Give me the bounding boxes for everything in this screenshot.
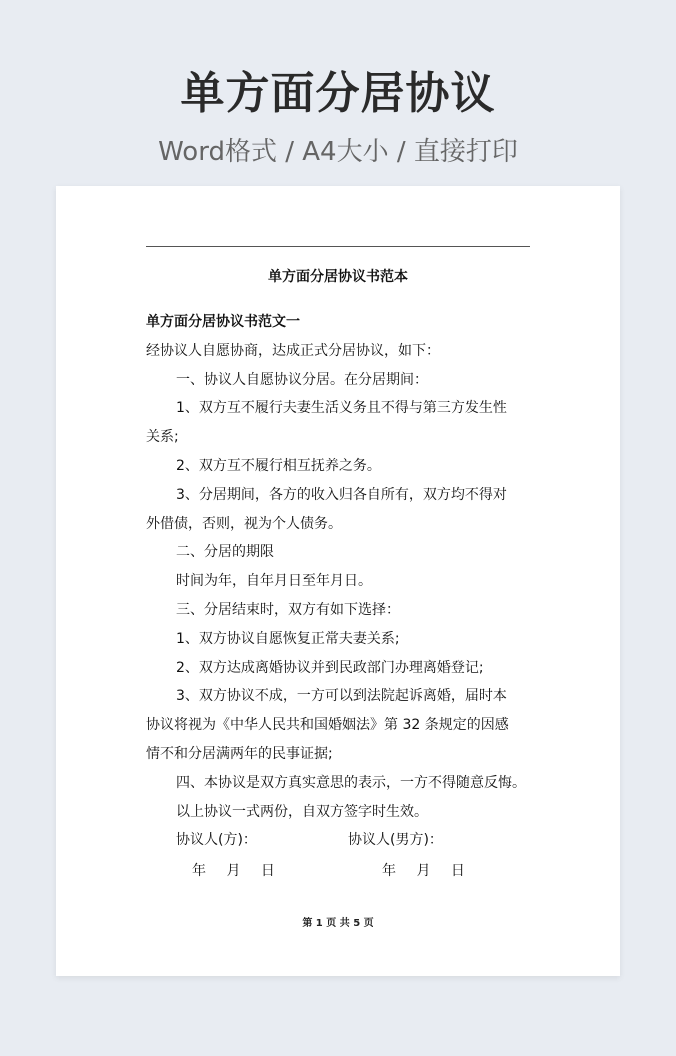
document-body <box>146 308 538 886</box>
paragraph: 以上协议一式两份，自双方签字时生效。 <box>176 803 428 820</box>
date-day-label: 日 <box>450 863 465 880</box>
paragraph: 协议将视为《中华人民共和国婚姻法》第 32 条规定的因感 <box>146 717 509 734</box>
paragraph: 二、分居的期限 <box>176 544 274 561</box>
page-title: 单方面分居协议 <box>180 68 496 119</box>
date-left <box>146 857 382 886</box>
paragraph: 一、协议人自愿协议分居。在分居期间： <box>176 371 428 388</box>
date-year-label: 年 <box>192 863 206 880</box>
date-day-label: 日 <box>260 863 275 880</box>
signature-row <box>146 826 538 855</box>
page-number: 第 1 页 共 5 页 <box>302 918 374 929</box>
paragraph: 1、双方协议自愿恢复正常夫妻关系; <box>176 630 400 647</box>
date-right <box>382 857 481 886</box>
signature-right: 协议人(男方)： <box>348 832 443 849</box>
document-title: 单方面分居协议书范本 <box>268 269 408 285</box>
paragraph: 经协议人自愿协商，达成正式分居协议，如下： <box>146 342 440 359</box>
paragraph: 情不和分居满两年的民事证据; <box>146 745 333 762</box>
date-month-label: 月 <box>226 863 241 880</box>
paragraph: 外借债，否则，视为个人债务。 <box>146 515 342 532</box>
header-rule <box>146 246 530 247</box>
paragraph: 时间为年，自年月日至年月日。 <box>176 573 372 590</box>
date-year-label: 年 <box>382 863 396 880</box>
date-row <box>146 857 538 886</box>
date-month-label: 月 <box>416 863 431 880</box>
section-heading: 单方面分居协议书范文一 <box>146 314 300 330</box>
paragraph: 2、双方互不履行相互抚养之务。 <box>176 457 381 474</box>
paragraph: 2、双方达成离婚协议并到民政部门办理离婚登记; <box>176 659 484 676</box>
paragraph: 1、双方互不履行夫妻生活义务且不得与第三方发生性 <box>176 400 507 417</box>
paragraph: 关系; <box>146 429 179 446</box>
page-subtitle: Word格式 / A4大小 / 直接打印 <box>158 137 518 167</box>
signature-left: 协议人(方)： <box>176 832 257 849</box>
paragraph: 三、分居结束时，双方有如下选择： <box>176 601 400 618</box>
paragraph: 3、分居期间，各方的收入归各自所有，双方均不得对 <box>176 486 507 503</box>
paragraph: 3、双方协议不成，一方可以到法院起诉离婚，届时本 <box>176 688 507 705</box>
document-page <box>56 186 620 976</box>
paragraph: 四、本协议是双方真实意思的表示，一方不得随意反悔。 <box>176 774 526 791</box>
hero-header <box>0 58 676 172</box>
